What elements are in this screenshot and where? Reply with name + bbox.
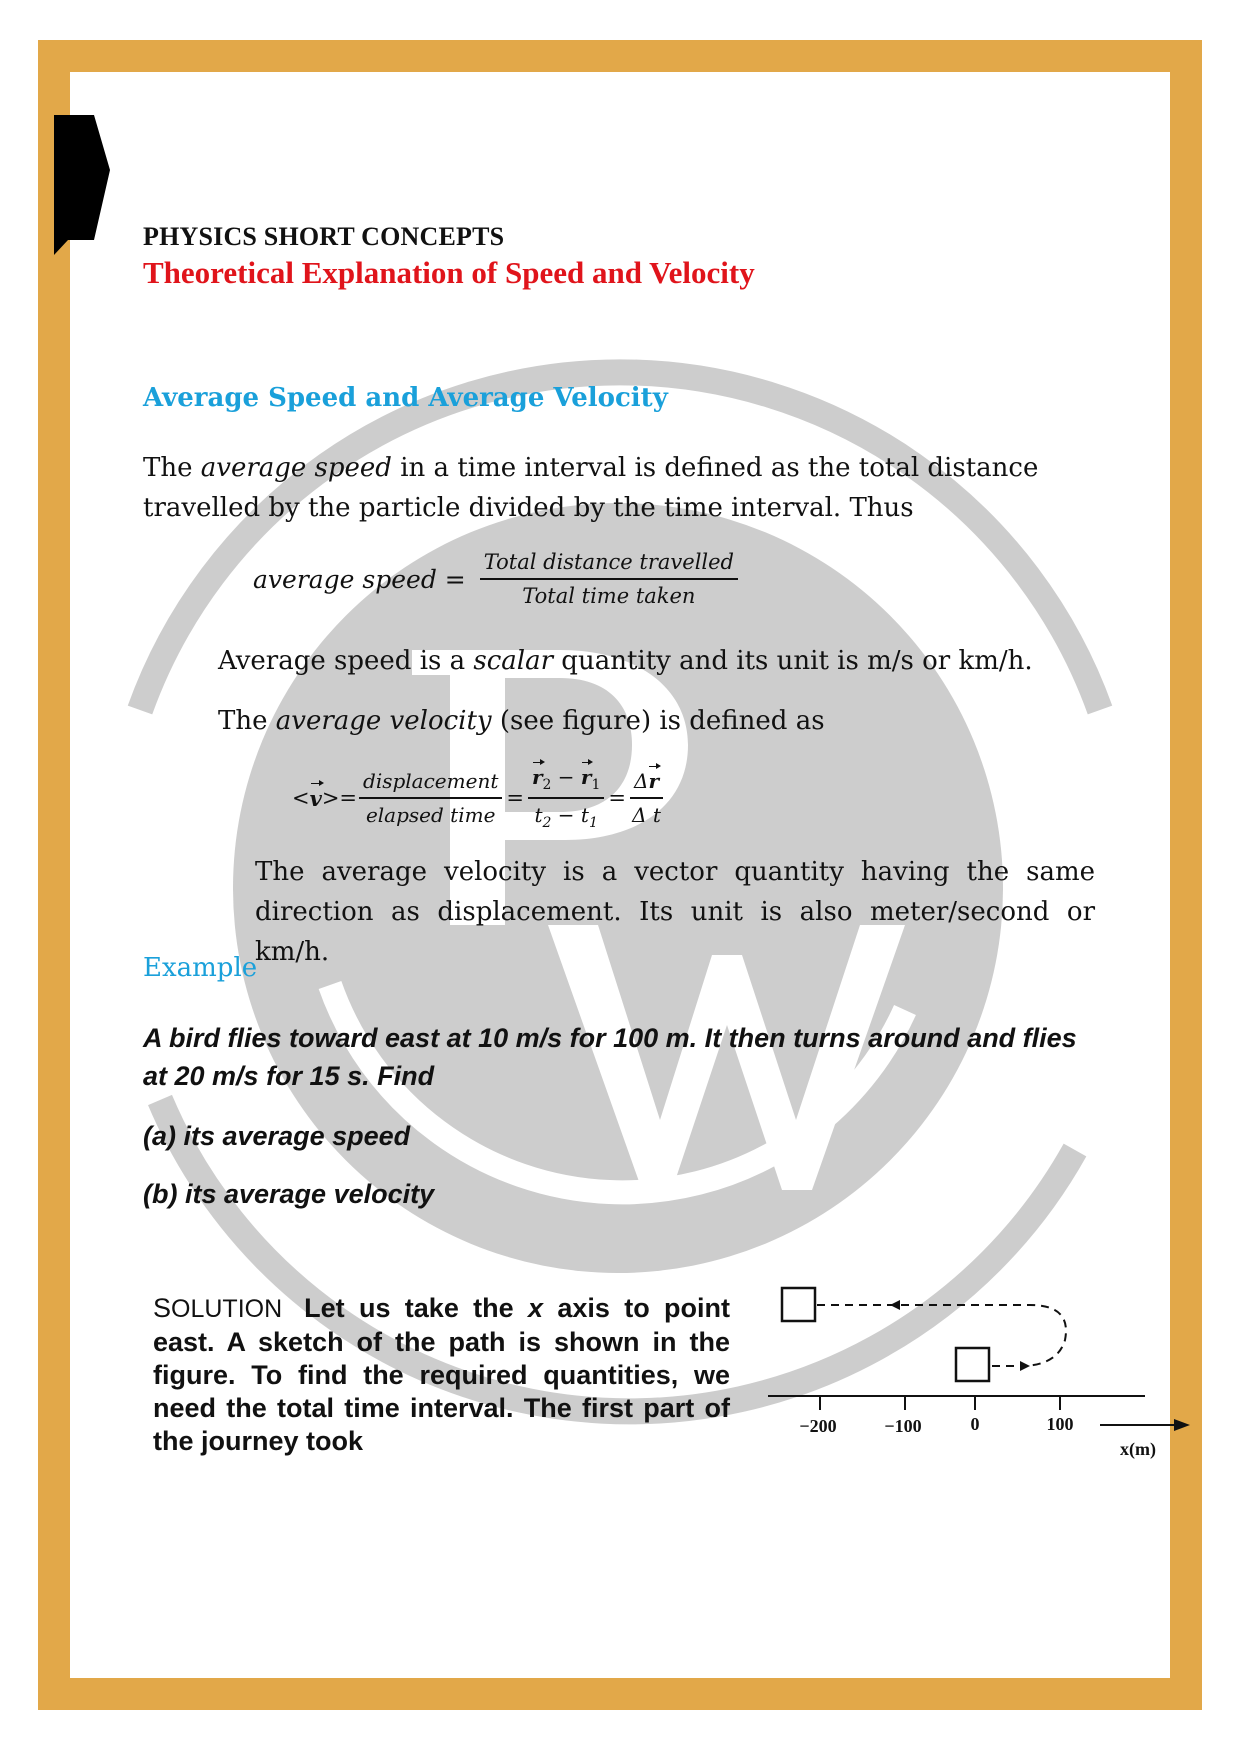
document-label: PHYSICS SHORT CONCEPTS (143, 222, 505, 251)
axis-label: x(m) (1120, 1439, 1156, 1459)
average-velocity-formula (292, 765, 665, 831)
text-run: axis to point east. A sketch of the path is shown in the figure. To find the required quantities, we need the total time interval. The first part of the journey took (153, 1293, 730, 1456)
start-box (782, 1288, 815, 1321)
fraction-numerator (630, 769, 663, 799)
solution-text (153, 1292, 730, 1458)
scalar-quantity-note (218, 641, 1118, 681)
t-symbol: t (652, 803, 661, 827)
section-heading: Average Speed and Average Velocity (143, 383, 668, 413)
example-part-a: (a) its average speed (143, 1121, 411, 1151)
emphasis-term: scalar (473, 646, 554, 676)
delta-symbol: Δ (634, 769, 649, 793)
r-vector-symbol: r (580, 765, 592, 789)
tick-label: −200 (799, 1416, 837, 1436)
formula-lhs: average speed = (253, 564, 466, 594)
t-symbol: t (580, 803, 589, 827)
text-run: quantity and its unit is m/s or km/h. (553, 646, 1033, 676)
text-run: (see figure) is defined as (491, 706, 825, 736)
tick-label: −100 (884, 1416, 922, 1436)
document-title: Theoretical Explanation of Speed and Velocity (143, 255, 755, 290)
path-sketch-figure (760, 1280, 1200, 1470)
position-difference-fraction (528, 765, 604, 831)
fraction-denominator: elapsed time (365, 803, 496, 827)
example-problem: A bird flies toward east at 10 m/s for 100 m. It then turns around and flies at 20 m/s for 15 s. Find (143, 1023, 1077, 1091)
fraction-denominator (534, 799, 597, 831)
subscript: 1 (588, 815, 598, 831)
label-rest: OLUTION (171, 1295, 283, 1323)
formula-lhs-close: >= (321, 786, 358, 810)
example-heading: Example (143, 953, 258, 983)
fraction-denominator (632, 799, 661, 827)
return-path (817, 1305, 1066, 1366)
average-speed-formula (253, 550, 738, 608)
equals-sign: = (608, 786, 626, 810)
fraction-numerator: displacement (359, 769, 502, 799)
x-symbol: x (527, 1293, 544, 1323)
label-initial: S (153, 1293, 172, 1323)
solution-label (153, 1295, 282, 1323)
tick-label: 100 (1046, 1414, 1074, 1434)
emphasis-term: average velocity (275, 706, 492, 736)
fraction-numerator (528, 765, 604, 799)
formula-numerator: Total distance travelled (480, 550, 738, 580)
text-run: in a time interval is defined as the total distance travelled by the particle divided by the time interval. Thus (143, 453, 1039, 523)
average-velocity-intro (218, 701, 1118, 741)
text-run: Let us take the (304, 1293, 528, 1323)
minus-sign: − (557, 803, 575, 827)
minus-sign: − (557, 765, 575, 789)
end-box (956, 1348, 989, 1381)
text-run: Average speed is a (218, 646, 474, 676)
velocity-vector-symbol: v (309, 785, 322, 811)
tick-label: 0 (970, 1414, 980, 1434)
delta-symbol: Δ (632, 803, 647, 827)
r-vector-symbol: r (531, 765, 543, 789)
x-axis-arrow-icon (1174, 1419, 1190, 1431)
subscript: 2 (542, 777, 552, 793)
average-speed-definition (143, 448, 1098, 528)
formula-fraction (480, 550, 738, 608)
emphasis-term: average speed (200, 453, 392, 483)
example-part-b: (b) its average velocity (143, 1179, 435, 1209)
vector-quantity-note: The average velocity is a vector quantity having the same direction as displacement. Its unit is also meter/second or km/h. (255, 857, 1095, 967)
displacement-fraction (359, 769, 502, 827)
equals-sign: = (506, 786, 524, 810)
subscript: 1 (591, 777, 601, 793)
bookmark-tab-icon (54, 115, 112, 255)
formula-denominator: Total time taken (522, 584, 696, 608)
delta-fraction (630, 769, 663, 827)
subscript: 2 (542, 815, 552, 831)
path-arrowhead (890, 1300, 900, 1310)
formula-lhs-open: < (292, 786, 310, 810)
t-symbol: t (534, 803, 543, 827)
text-run: The (218, 706, 276, 736)
path-arrowhead (1020, 1361, 1030, 1371)
r-vector-symbol: r (648, 769, 659, 793)
text-run: The (143, 453, 201, 483)
